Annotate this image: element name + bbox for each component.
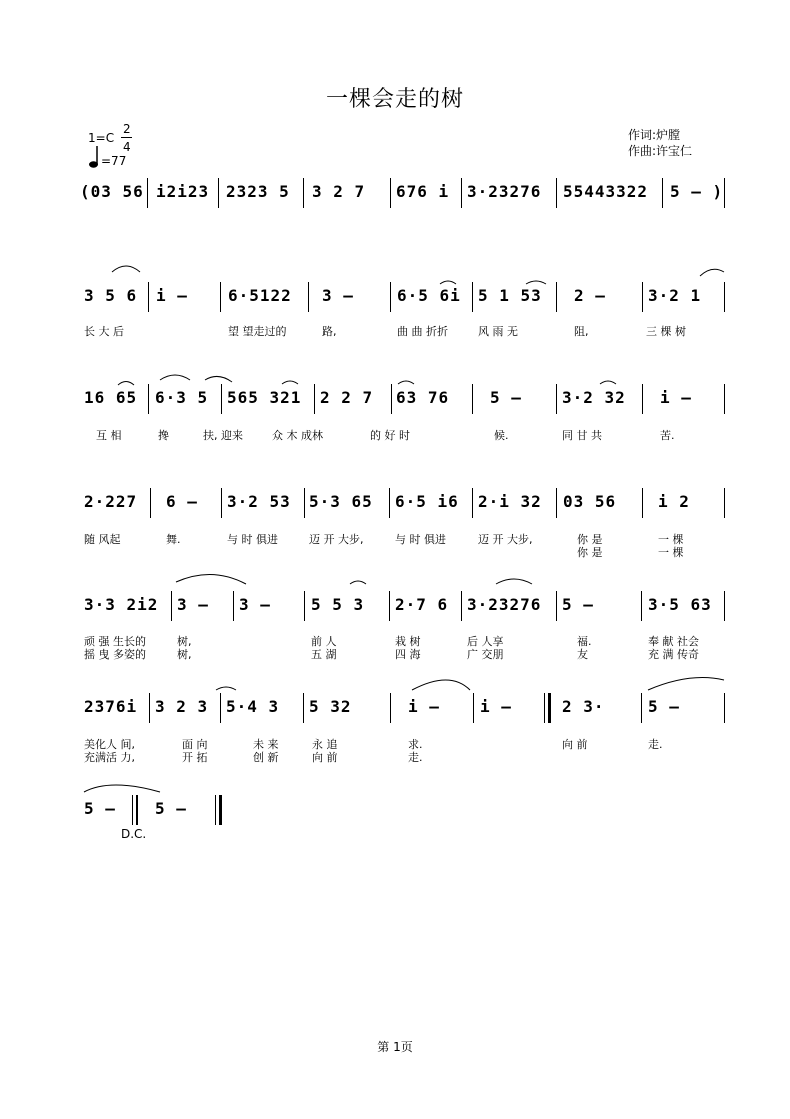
bar: 5 –: [155, 799, 187, 818]
lyric: 望 望走过的: [228, 325, 287, 338]
lyricist: 作词:炉膛: [628, 128, 681, 142]
bar: 2 2 7: [320, 388, 374, 407]
bar: 5 – ): [670, 182, 724, 201]
lyric: 风 雨 无: [478, 325, 518, 338]
bar: 6·3 5: [155, 388, 209, 407]
lyric: 你 是: [577, 533, 603, 546]
bar: 676 i: [396, 182, 450, 201]
bar: 16 65: [84, 388, 138, 407]
lyric: 顽 强 生长的: [84, 635, 146, 648]
bar: i 2: [658, 492, 690, 511]
bar: 3 –: [239, 595, 271, 614]
lyric-verse-2: 走.: [408, 751, 423, 764]
bar: i –: [408, 697, 440, 716]
lyric: 奉 献 社会: [648, 635, 699, 648]
bar: 5 32: [309, 697, 352, 716]
bar: i –: [156, 286, 188, 305]
lyric: 三 棵 树: [646, 325, 686, 338]
bar: 3 2 7: [312, 182, 366, 201]
bar: 3·3 2i2: [84, 595, 159, 614]
lyric: 一 棵: [658, 533, 684, 546]
bar: (03 56: [80, 182, 144, 201]
dc-mark: D.C.: [121, 827, 147, 841]
bar: 3 2 3: [155, 697, 209, 716]
lyric-verse-2: 充满活 力,: [84, 751, 135, 764]
bar: 3·2 1: [648, 286, 702, 305]
lyric: 美化人 间,: [84, 738, 135, 751]
lyric: 后 人享: [467, 635, 504, 648]
bar: 3 5 6: [84, 286, 138, 305]
bar: 3·23276: [467, 595, 542, 614]
lyric: 随 风起: [84, 533, 121, 546]
lyric-verse-2: 摇 曳 多姿的: [84, 648, 146, 661]
song-title: 一棵会走的树: [325, 87, 464, 112]
lyric: 栽 树: [395, 635, 421, 648]
lyric: 福.: [577, 635, 592, 648]
lyric-verse-2: 一 棵: [658, 546, 684, 559]
lyric: 候.: [494, 429, 509, 442]
bar: 5·4 3: [226, 697, 280, 716]
bar: 5 –: [562, 595, 594, 614]
bar: 3 –: [322, 286, 354, 305]
lyric-verse-2: 四 海: [395, 648, 421, 661]
bar: 3·2 32: [562, 388, 626, 407]
bar: 5 –: [84, 799, 116, 818]
bar: 3·23276: [467, 182, 542, 201]
bar: 3·2 53: [227, 492, 291, 511]
bar: 565 321: [227, 388, 302, 407]
lyric: 互 相: [96, 429, 122, 442]
lyric-verse-2: 五 湖: [311, 648, 337, 661]
lyric-verse-2: 开 拓: [182, 751, 208, 764]
lyric: 路,: [322, 325, 337, 338]
bar: 55443322: [563, 182, 649, 201]
bar: 6 –: [166, 492, 198, 511]
lyric: 前 人: [311, 635, 337, 648]
bar: i –: [660, 388, 692, 407]
bar: 5 1 53: [478, 286, 542, 305]
bar: 5 –: [490, 388, 522, 407]
key-signature: 1=C: [88, 131, 115, 145]
bar: 6·5 i6: [395, 492, 459, 511]
lyric-verse-2: 树,: [177, 648, 192, 661]
bar: 5 5 3: [311, 595, 365, 614]
lyric: 舞.: [166, 533, 181, 546]
time-denominator: 4: [123, 140, 131, 154]
bar: 2·7 6: [395, 595, 449, 614]
lyric: 长 大 后: [84, 325, 124, 338]
lyric: 搀: [158, 429, 169, 442]
lyric: 永 追: [312, 738, 338, 751]
lyric: 迈 开 大步,: [478, 533, 533, 546]
bar: 2·i 32: [478, 492, 542, 511]
lyric: 与 时 俱进: [395, 533, 446, 546]
bar: 2376i: [84, 697, 138, 716]
bar: 5·3 65: [309, 492, 373, 511]
bar: 03 56: [563, 492, 617, 511]
lyric: 走.: [648, 738, 663, 751]
lyric: 面 向: [182, 738, 208, 751]
lyric: 向 前: [562, 738, 588, 751]
bar: 2 –: [574, 286, 606, 305]
lyric: 扶, 迎来: [203, 429, 243, 442]
bar: i2i23: [156, 182, 210, 201]
bar: 63 76: [396, 388, 450, 407]
lyric: 曲 曲 折折: [397, 325, 448, 338]
bar: 2323 5: [226, 182, 290, 201]
lyric: 阻,: [574, 325, 589, 338]
bar: 2 3·: [562, 697, 605, 716]
bar: i –: [480, 697, 512, 716]
lyric: 的 好 时: [370, 429, 410, 442]
lyric-verse-2: 你 是: [577, 546, 603, 559]
time-numerator: 2: [123, 122, 131, 136]
lyric: 求.: [408, 738, 423, 751]
lyric-verse-2: 向 前: [312, 751, 338, 764]
bar: 6·5122: [228, 286, 292, 305]
page-number: 第 1页: [377, 1040, 413, 1054]
bar: 3·5 63: [648, 595, 712, 614]
lyric: 众 木 成林: [272, 429, 323, 442]
lyric-verse-2: 广 交朋: [467, 648, 504, 661]
tempo: =77: [101, 154, 127, 168]
lyric-verse-2: 创 新: [253, 751, 279, 764]
lyric: 苦.: [660, 429, 675, 442]
composer: 作曲:许宝仁: [628, 144, 693, 158]
lyric: 同 甘 共: [562, 429, 602, 442]
bar: 5 –: [648, 697, 680, 716]
lyric-verse-2: 充 满 传奇: [648, 648, 699, 661]
lyric: 树,: [177, 635, 192, 648]
lyric: 迈 开 大步,: [309, 533, 364, 546]
lyric-verse-2: 友: [577, 648, 588, 661]
bar: 3 –: [177, 595, 209, 614]
lyric: 与 时 俱进: [227, 533, 278, 546]
bar: 6·5 6i: [397, 286, 461, 305]
bar: 2·227: [84, 492, 138, 511]
lyric: 未 来: [253, 738, 279, 751]
